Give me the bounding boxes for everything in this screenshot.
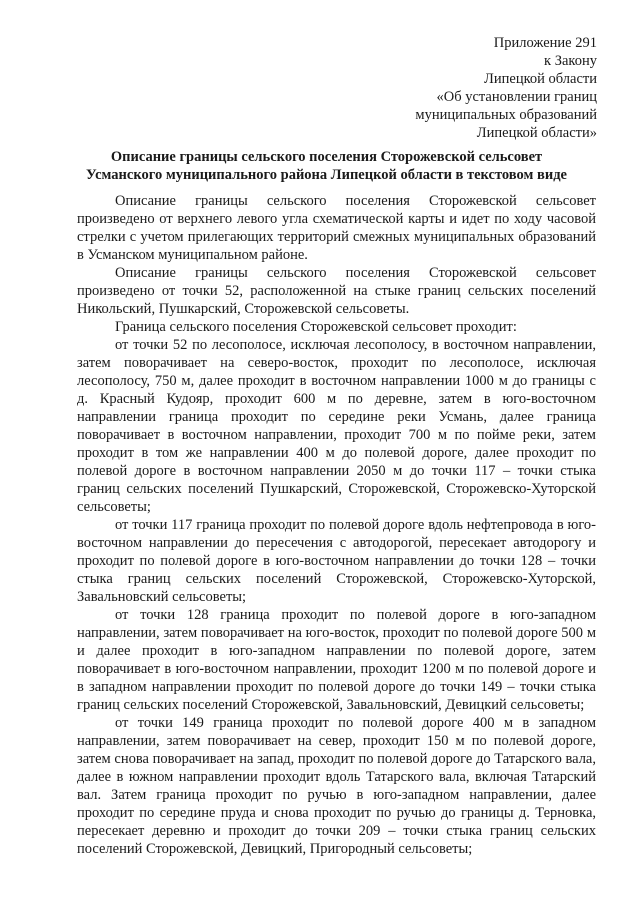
paragraph: Описание границы сельского поселения Сторожевской сельсовет произведено от верхнего левого угла схематической карты и идет по ходу часовой стрелки с учетом прилегающих территорий смежных муниципальных образований в Усманском муниципальном районе. [77, 193, 596, 263]
appendix-line: Липецкой области [484, 71, 597, 87]
title-line-1: Описание границы сельского поселения Сторожевской сельсовет [110, 149, 543, 165]
appendix-line: Липецкой области» [476, 125, 597, 141]
document-body [77, 192, 596, 858]
appendix-line: Приложение 291 [493, 35, 597, 51]
appendix-line: «Об установлении границ [436, 89, 597, 105]
appendix-line: к Закону [544, 53, 597, 69]
appendix-line: муниципальных образований [415, 107, 597, 123]
paragraph: от точки 128 граница проходит по полевой дороге в юго-западном направлении, затем поворачивает на юго-восток, проходит по полевой дороге 500 м и далее проходит в юго-западном направлении по полевой дороге, затем поворачивает в юго-восточном направлении, проходит 1200 м по полевой дороге и в западном направлении проходит по полевой дороге до точки 149 – точки стыка границ сельских поселений Сторожевской, Завальновский, Девицкий сельсоветы; [77, 607, 596, 713]
paragraph: от точки 52 по лесополосе, исключая лесополосу, в восточном направлении, затем поворачивает на северо-восток, проходит по лесополосе, исключая лесополосу, 750 м, далее проходит в восточном направлении 1000 м до границы с д. Красный Кудояр, проходит 600 м по деревне, затем в юго-восточном направлении граница проходит по середине реки Усмань, далее граница поворачивает в восточном направлении, проходит 700 м по пойме реки, затем проходит в том же направлении 400 м до полевой дороге, далее проходит по полевой дороге в восточном направлении 2050 м до точки 117 – точки стыка границ сельских поселений Пушкарский, Сторожевской, Сторожевско-Хуторской сельсоветы; [77, 337, 596, 515]
paragraph: Граница сельского поселения Сторожевской сельсовет проходит: [115, 319, 517, 335]
title-line-2: Усманского муниципального района Липецкой области в текстовом виде [86, 167, 567, 183]
appendix-header [415, 34, 597, 142]
paragraph: от точки 149 граница проходит по полевой дороге 400 м в западном направлении, затем поворачивает на север, проходит 150 м по полевой дороге, затем снова поворачивает на запад, проходит по полевой дороге до Татарского вала, далее в южном направлении проходит вдоль Татарского вала, включая Татарский вал. Затем граница проходит по ручью в юго-западном направлении, далее проходит по середине пруда и снова проходит по ручью до границы д. Терновка, пересекает деревню и проходит до точки 209 – точки стыка границ сельских поселений Сторожевской, Девицкий, Пригородный сельсоветы; [77, 715, 596, 857]
paragraph: Описание границы сельского поселения Сторожевской сельсовет произведено от точки 52, расположенной на стыке границ сельских поселений Никольский, Пушкарский, Сторожевской сельсоветы. [77, 265, 596, 317]
paragraph: от точки 117 граница проходит по полевой дороге вдоль нефтепровода в юго-восточном направлении до пересечения с автодорогой, пересекает автодорогу и проходит по полевой дороге в юго-восточном направлении до точки 128 – точки стыка границ сельских поселений Сторожевской, Сторожевско-Хуторской, Завальновский сельсоветы; [77, 517, 596, 605]
document-title [58, 148, 595, 184]
